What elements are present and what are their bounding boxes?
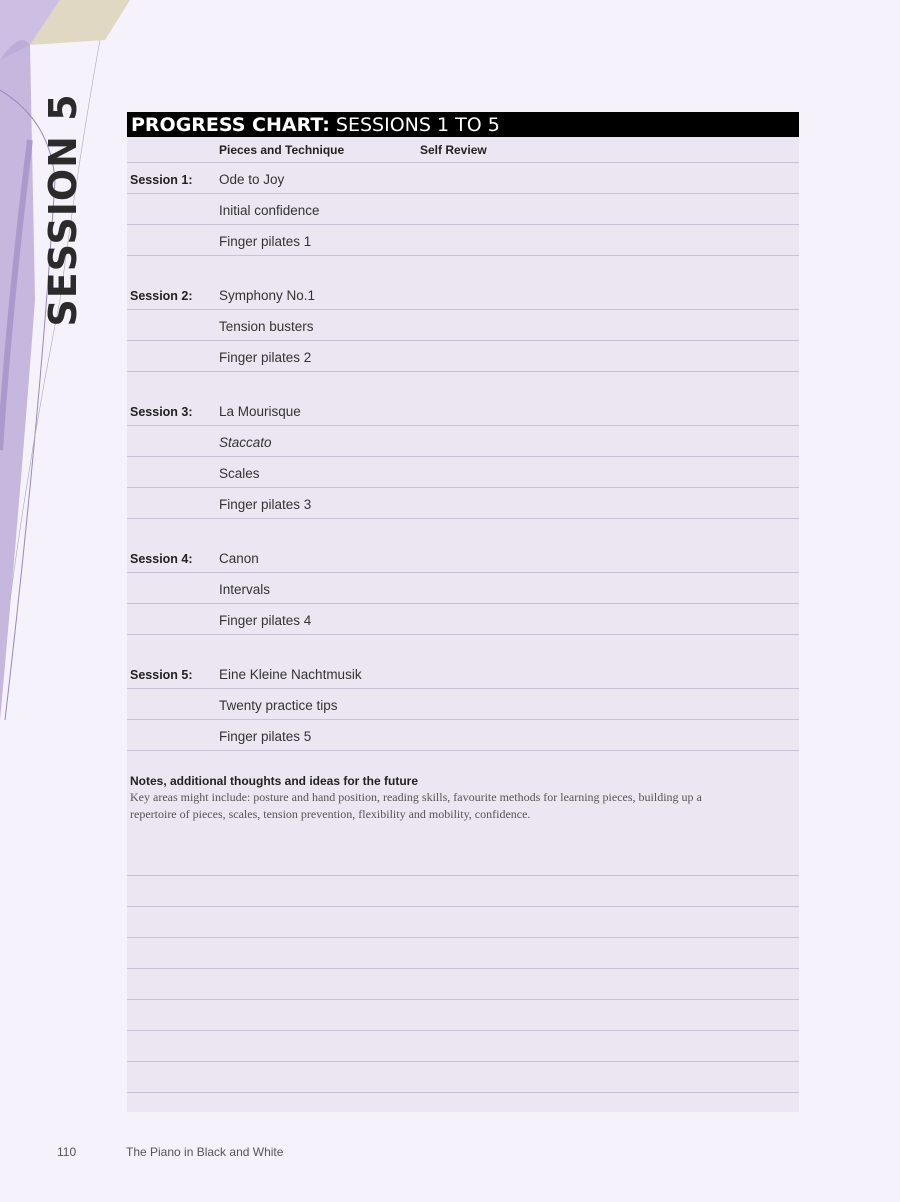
table-row bbox=[127, 395, 799, 426]
table-row bbox=[127, 225, 799, 256]
piece-item: Ode to Joy bbox=[219, 172, 285, 187]
table-row bbox=[127, 573, 799, 604]
page-number: 110 bbox=[57, 1145, 77, 1159]
session-side-title bbox=[38, 93, 88, 327]
piece-item: Finger pilates 2 bbox=[219, 350, 312, 365]
piece-item: La Mourisque bbox=[219, 404, 301, 419]
table-row bbox=[127, 689, 799, 720]
piece-item: Finger pilates 5 bbox=[219, 729, 312, 744]
table-row bbox=[127, 457, 799, 488]
notes-writing-lines bbox=[127, 845, 799, 1093]
session-label: Session 3: bbox=[130, 405, 193, 419]
session-label: Session 1: bbox=[130, 173, 193, 187]
table-row bbox=[127, 279, 799, 310]
writing-line bbox=[127, 1000, 799, 1031]
session-label: Session 2: bbox=[130, 289, 193, 303]
writing-line bbox=[127, 907, 799, 938]
table-row bbox=[127, 658, 799, 689]
table-row bbox=[127, 720, 799, 751]
progress-chart bbox=[127, 112, 799, 1112]
pieces-column-header: Pieces and Technique bbox=[219, 143, 345, 157]
table-row bbox=[127, 426, 799, 457]
self-review-column-header: Self Review bbox=[420, 143, 487, 157]
writing-line bbox=[127, 1031, 799, 1062]
writing-line bbox=[127, 876, 799, 907]
piece-item: Staccato bbox=[219, 435, 272, 450]
side-title-text: SESSION 5 bbox=[41, 93, 85, 327]
writing-line bbox=[127, 969, 799, 1000]
session-label: Session 5: bbox=[130, 668, 193, 682]
chart-header bbox=[127, 112, 799, 137]
piece-item: Twenty practice tips bbox=[219, 698, 338, 713]
piece-item: Finger pilates 4 bbox=[219, 613, 312, 628]
table-row bbox=[127, 194, 799, 225]
table-row bbox=[127, 310, 799, 341]
notes-title: Notes, additional thoughts and ideas for the future bbox=[130, 774, 419, 788]
writing-line bbox=[127, 938, 799, 969]
book-title: The Piano in Black and White bbox=[126, 1145, 284, 1159]
notes-section bbox=[127, 751, 799, 823]
piece-item: Finger pilates 3 bbox=[219, 497, 312, 512]
chart-header-bold: PROGRESS CHART: bbox=[131, 114, 330, 136]
piece-item: Finger pilates 1 bbox=[219, 234, 312, 249]
chart-header-rest: SESSIONS 1 TO 5 bbox=[329, 114, 500, 136]
piece-item: Intervals bbox=[219, 582, 271, 597]
column-headers bbox=[127, 137, 799, 163]
writing-line bbox=[127, 845, 799, 876]
table-row bbox=[127, 488, 799, 519]
writing-line bbox=[127, 1062, 799, 1093]
table-row bbox=[127, 163, 799, 194]
piece-item: Tension busters bbox=[219, 319, 314, 334]
piece-item: Canon bbox=[219, 551, 259, 566]
piece-item: Initial confidence bbox=[219, 203, 320, 218]
notes-description: Key areas might include: posture and hand position, reading skills, favourite methods for learning pieces, building up a repertoire of pieces, scales, tension prevention, flexibility and mobility, confidence. bbox=[130, 790, 702, 821]
table-row bbox=[127, 341, 799, 372]
piece-item: Symphony No.1 bbox=[219, 288, 316, 303]
piece-item: Scales bbox=[219, 466, 260, 481]
session-label: Session 4: bbox=[130, 552, 193, 566]
piece-item: Eine Kleine Nachtmusik bbox=[219, 667, 362, 682]
table-row bbox=[127, 604, 799, 635]
table-row bbox=[127, 542, 799, 573]
